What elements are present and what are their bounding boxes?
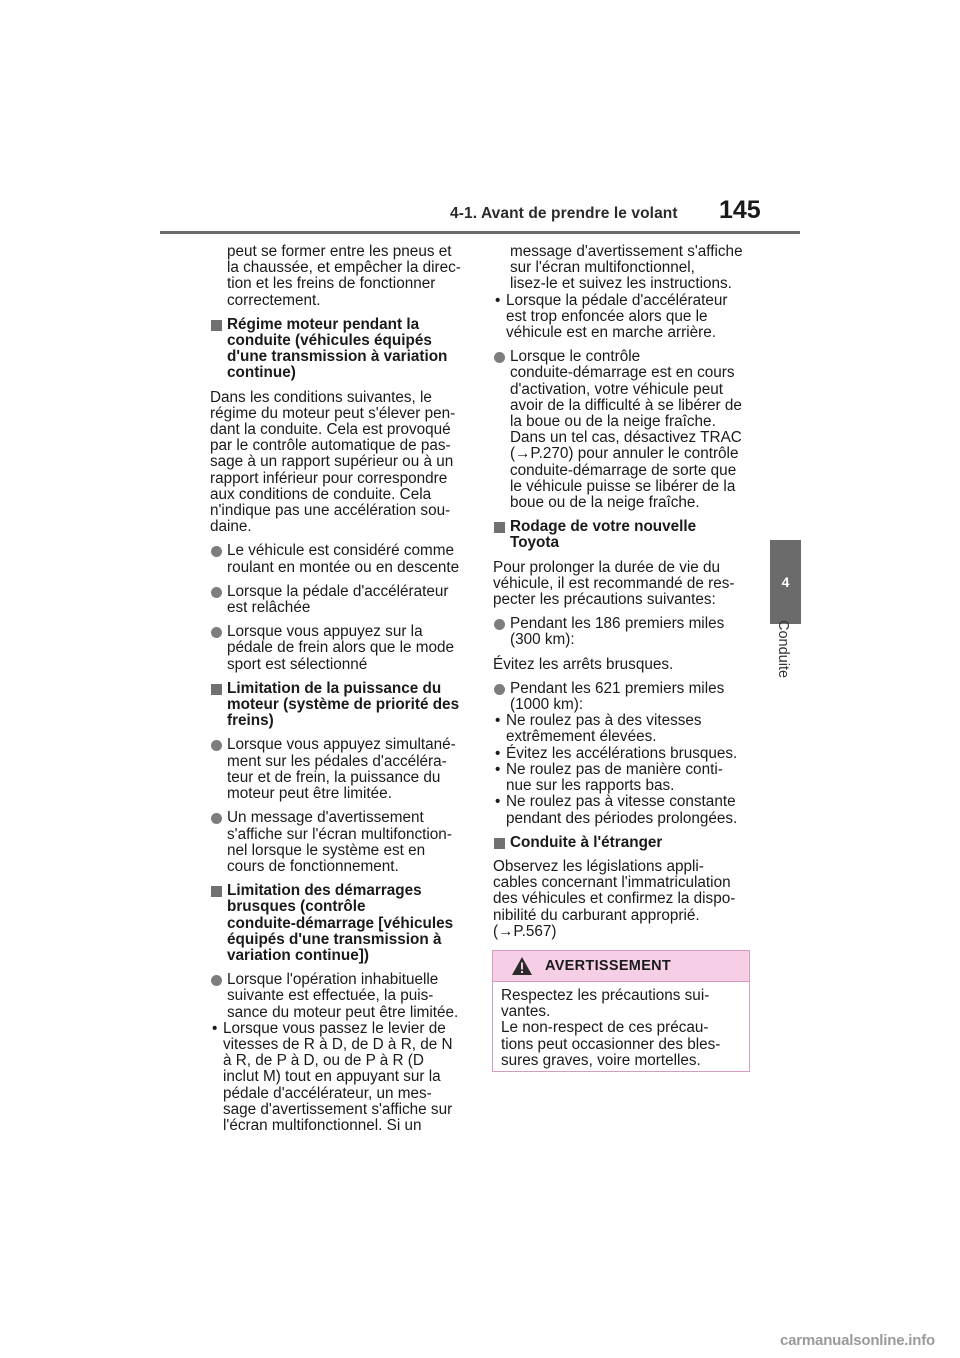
text-line: véhicule est en marche arrière.: [506, 324, 717, 342]
sub-list-item: [493, 746, 755, 762]
text-line: lisez-le et suivez les instructions.: [510, 275, 732, 293]
text-line: inclut M) tout en appuyant sur la: [223, 1068, 441, 1086]
text-line: Dans les conditions suivantes, le: [210, 388, 432, 406]
sub-list-item-text: [506, 293, 755, 342]
text-line: message d'avertissement s'affiche: [510, 243, 743, 260]
chapter-number: 4: [781, 574, 790, 590]
text-line: (→P.270) pour annuler le contrôle: [510, 445, 739, 463]
text-line: vitesses de R à D, de D à R, de N: [223, 1035, 453, 1053]
text-line: cables concernant l'immatriculation: [493, 874, 731, 892]
sub-list-item: [210, 1021, 472, 1134]
text-line: à R, de P à D, ou de P à R (D: [223, 1052, 424, 1070]
section-heading: [493, 519, 755, 551]
list-item: [493, 616, 755, 648]
text-line: boue ou de la neige fraîche.: [510, 494, 700, 512]
text-line: pédale d'accélérateur, un mes-: [223, 1084, 432, 1102]
text-line: conduite-démarrage est en cours: [510, 364, 735, 382]
text-line: régime du moteur peut s'élever pen-: [210, 404, 456, 422]
circle-bullet-icon: [494, 619, 505, 630]
text-line: Lorsque vous passez le levier de: [223, 1019, 446, 1037]
text-line: ment sur les pédales d'accéléra-: [227, 752, 447, 770]
watermark: carmanualsonline.info: [780, 1332, 935, 1349]
section-heading: [210, 883, 472, 964]
text-line: nel lorsque le système est en: [227, 841, 426, 859]
sub-list-item-continued: [493, 244, 755, 293]
text-line: Lorsque la pédale d'accélérateur: [227, 582, 449, 600]
sub-list-item-text: [506, 746, 755, 762]
text-line: teur et de frein, la puissance du: [227, 768, 441, 786]
text-line: rapport inférieur pour correspondre: [210, 469, 448, 487]
list-item: [210, 624, 472, 673]
text-line: pendant des périodes prolongées.: [506, 809, 738, 827]
sub-list-item-text: [506, 762, 755, 794]
text-line: n'indique pas une accélération sou-: [210, 502, 451, 520]
heading-text: [227, 317, 472, 382]
circle-bullet-icon: [211, 546, 222, 557]
list-item-text: [510, 349, 755, 511]
text-line: aux conditions de conduite. Cela: [210, 485, 432, 503]
text-line: Rodage de votre nouvelle: [510, 518, 697, 536]
square-bullet-icon: [211, 886, 222, 897]
heading-text: [510, 519, 755, 551]
text-line: cours de fonctionnement.: [227, 857, 399, 875]
text-line: Pour prolonger la durée de vie du: [493, 558, 721, 576]
text-line: avoir de la difficulté à se libérer de: [510, 396, 742, 414]
list-item: [493, 349, 755, 511]
paragraph: [210, 244, 472, 309]
text-line: Respectez les précautions sui-: [501, 987, 710, 1004]
text-line: brusques (contrôle: [227, 898, 366, 916]
list-item-text: [227, 810, 472, 875]
list-item-text: [227, 543, 472, 575]
text-line: peut se former entre les pneus et: [227, 243, 452, 260]
text-line: Lorsque l'opération inhabituelle: [227, 971, 439, 989]
chapter-tab[interactable]: [770, 540, 801, 624]
text-line: équipés d'une transmission à: [227, 930, 442, 948]
paragraph: [493, 657, 755, 673]
sub-list-item: [493, 762, 755, 794]
text-line: roulant en montée ou en descente: [227, 558, 460, 576]
text-line: conduite-démarrage [véhicules: [227, 914, 454, 932]
list-item: [210, 543, 472, 575]
text-line: conduite (véhicules équipés: [227, 332, 432, 350]
text-line: d'une transmission à variation: [227, 348, 448, 366]
text-line: Ne roulez pas de manière conti-: [506, 760, 723, 778]
right-column: [493, 244, 755, 940]
text-line: le véhicule puisse se libérer de la: [510, 477, 736, 495]
text-line: sport est sélectionné: [227, 655, 368, 673]
text-line: est relâchée: [227, 599, 311, 617]
section-heading: [210, 681, 472, 730]
left-column: [210, 244, 472, 1134]
text-line: par le contrôle automatique de pas-: [210, 437, 451, 455]
circle-bullet-icon: [211, 627, 222, 638]
heading-text: [227, 681, 472, 730]
page-number: 145: [719, 196, 761, 224]
text-line: des véhicules et confirmez la dispo-: [493, 890, 736, 908]
text-line: Ne roulez pas à des vitesses: [506, 712, 702, 730]
text-line: Lorsque la pédale d'accélérateur: [506, 291, 728, 309]
text-line: Le véhicule est considéré comme: [227, 542, 455, 560]
list-item-text: [227, 584, 472, 616]
sub-list-item-text: [223, 1021, 472, 1134]
text-line: Lorsque vous appuyez simultané-: [227, 736, 456, 754]
header-rule: [160, 231, 800, 234]
small-dot-icon: •: [495, 291, 501, 309]
paragraph: [210, 390, 472, 536]
text-line: Lorsque le contrôle: [510, 348, 641, 366]
square-bullet-icon: [211, 320, 222, 331]
text-line: tion et les freins de fonctionner: [227, 275, 436, 293]
text-line: variation continue]): [227, 946, 369, 964]
text-line: (300 km):: [510, 631, 575, 649]
square-bullet-icon: [211, 684, 222, 695]
section-heading: [210, 317, 472, 382]
chapter-label-text: Conduite: [775, 620, 791, 679]
text-line: Évitez les arrêts brusques.: [493, 655, 674, 673]
text-line: moteur (système de priorité des: [227, 696, 460, 714]
text-line: nue sur les rapports bas.: [506, 777, 675, 795]
text-line: la boue ou de la neige fraîche.: [510, 413, 716, 431]
small-dot-icon: •: [495, 712, 501, 730]
text-line: moteur peut être limitée.: [227, 785, 392, 803]
sub-list-item: [493, 713, 755, 745]
list-item: [210, 737, 472, 802]
list-item-text: [510, 681, 755, 713]
small-dot-icon: •: [495, 793, 501, 811]
text-line: Conduite à l'étranger: [510, 833, 663, 851]
text-line: véhicule, il est recommandé de res-: [493, 574, 735, 592]
circle-bullet-icon: [211, 740, 222, 751]
text-line: Un message d'avertissement: [227, 809, 424, 827]
text-line: Toyota: [510, 534, 560, 552]
text-line: Pendant les 621 premiers miles: [510, 679, 725, 697]
list-item-text: [227, 737, 472, 802]
text-line: daine.: [210, 518, 252, 536]
heading-text: [227, 883, 472, 964]
text-line: Pendant les 186 premiers miles: [510, 615, 725, 633]
list-item-text: [510, 616, 755, 648]
section-heading: [493, 835, 755, 851]
paragraph: [493, 560, 755, 609]
small-dot-icon: •: [495, 744, 501, 762]
circle-bullet-icon: [211, 975, 222, 986]
sub-list-item: [493, 293, 755, 342]
text-line: sage d'avertissement s'affiche sur: [223, 1100, 453, 1118]
list-item-text: [227, 624, 472, 673]
text-line: Lorsque vous appuyez sur la: [227, 623, 423, 641]
list-item: [210, 584, 472, 616]
warning-box: [492, 950, 750, 1072]
list-item-text: [227, 972, 472, 1021]
circle-bullet-icon: [494, 352, 505, 363]
text-line: (1000 km):: [510, 696, 584, 714]
list-item: [210, 810, 472, 875]
text-line: Le non-respect de ces précau-: [501, 1019, 709, 1037]
text-line: d'activation, votre véhicule peut: [510, 380, 723, 398]
text-line: continue): [227, 364, 296, 382]
circle-bullet-icon: [211, 813, 222, 824]
text-line: Limitation des démarrages: [227, 882, 422, 900]
text-line: la chaussée, et empêcher la direc-: [227, 259, 461, 277]
text-line: Ne roulez pas à vitesse constante: [506, 793, 736, 811]
text-line: Limitation de la puissance du: [227, 679, 442, 697]
list-item: [210, 972, 472, 1021]
text-line: (→P.567): [493, 922, 557, 940]
text-line: Dans un tel cas, désactivez TRAC: [510, 429, 742, 447]
text-line: pecter les précautions suivantes:: [493, 591, 716, 609]
text-line: Observez les législations appli-: [493, 857, 704, 875]
small-dot-icon: •: [495, 760, 501, 778]
text-line: freins): [227, 712, 274, 730]
text-line: extrêmement élevées.: [506, 728, 657, 746]
sub-list-item: [493, 794, 755, 826]
text-line: Régime moteur pendant la: [227, 315, 420, 333]
text-line: nibilité du carburant approprié.: [493, 906, 700, 924]
text-line: l'écran multifonctionnel. Si un: [223, 1116, 422, 1134]
paragraph: [493, 859, 755, 940]
sub-list-item-text: [506, 794, 755, 826]
text-line: est trop enfoncée alors que le: [506, 307, 708, 325]
text-line: suivante est effectuée, la puis-: [227, 987, 434, 1005]
text-line: sures graves, voire mortelles.: [501, 1051, 701, 1069]
chapter-label: [775, 620, 795, 700]
small-dot-icon: •: [212, 1019, 218, 1037]
warning-header: [493, 951, 749, 982]
text-line: sur l'écran multifonctionnel,: [510, 259, 695, 277]
square-bullet-icon: [494, 838, 505, 849]
sub-list-item-text: [506, 713, 755, 745]
text-line: tions peut occasionner des bles-: [501, 1035, 721, 1053]
text-line: sage à un rapport supérieur ou à un: [210, 453, 454, 471]
text-line: vantes.: [501, 1003, 551, 1021]
warning-title: AVERTISSEMENT: [545, 958, 672, 974]
heading-text: [510, 835, 755, 851]
list-item: [493, 681, 755, 713]
text-line: Évitez les accélérations brusques.: [506, 744, 738, 762]
text-line: sance du moteur peut être limitée.: [227, 1003, 459, 1021]
section-title: 4-1. Avant de prendre le volant: [450, 205, 678, 222]
circle-bullet-icon: [494, 684, 505, 695]
text-line: correctement.: [227, 291, 321, 309]
warning-body: [493, 982, 749, 1069]
square-bullet-icon: [494, 522, 505, 533]
text-line: pédale de frein alors que le mode: [227, 639, 455, 657]
text-line: s'affiche sur l'écran multifonction-: [227, 825, 452, 843]
text-line: dant la conduite. Cela est provoqué: [210, 421, 451, 439]
text-line: conduite-démarrage de sorte que: [510, 461, 737, 479]
warning-triangle-icon: [511, 956, 533, 976]
circle-bullet-icon: [211, 587, 222, 598]
